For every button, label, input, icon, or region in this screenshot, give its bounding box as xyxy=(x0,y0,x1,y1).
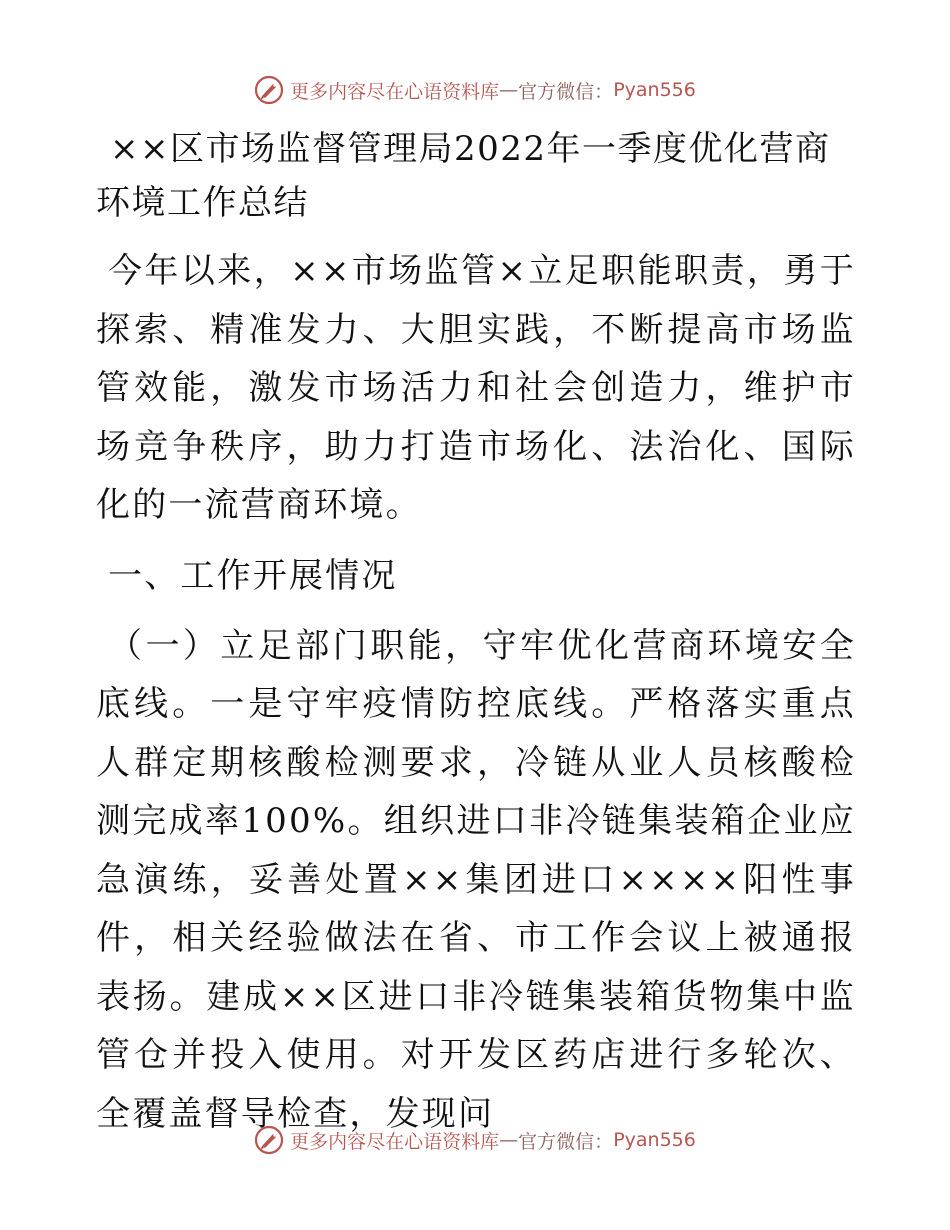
footer-watermark xyxy=(0,1120,950,1160)
watermark-label: 官方微信： xyxy=(518,1130,614,1153)
watermark-wechat-id: Pyan556 xyxy=(613,79,696,101)
document-title: ××区市场监督管理局2022年一季度优化营商环境工作总结 xyxy=(96,129,831,223)
watermark-wechat-id: Pyan556 xyxy=(613,1129,696,1151)
watermark-separator: — xyxy=(499,79,519,101)
intro-paragraph: 今年以来，××市场监管×立足职能职责，勇于探索、精准发力、大胆实践，不断提高市场监管效能，激发市场活力和社会创造力，维护市场竞争秩序，助力打造市场化、法治化、国际化的一流营商环境。 xyxy=(96,251,856,525)
watermark-text: 更多内容尽在心语资料库 xyxy=(290,1130,500,1153)
watermark-text: 更多内容尽在心语资料库 xyxy=(290,80,500,103)
section-paragraph: （一）立足部门职能，守牢优化营商环境安全底线。一是守牢疫情防控底线。严格落实重点人群定期核酸检测要求，冷链从业人员核酸检测完成率100%。组织进口非冷链集装箱企业应急演练，妥善处置××集团进口××××阳性事件，相关经验做法在省、市工作会议上被通报表扬。建成××区进口非冷链集装箱货物集中监管仓并投入使用。对开发区药店进行多轮次、全覆盖督导检查，发现问 xyxy=(96,625,856,1134)
header-watermark xyxy=(0,70,950,110)
section-heading: 一、工作开展情况 xyxy=(108,555,398,596)
watermark-label: 官方微信： xyxy=(518,80,614,103)
pen-logo-icon xyxy=(254,75,284,105)
document-body xyxy=(96,122,856,1155)
watermark-separator: — xyxy=(499,1129,519,1151)
pen-logo-icon xyxy=(254,1125,284,1155)
